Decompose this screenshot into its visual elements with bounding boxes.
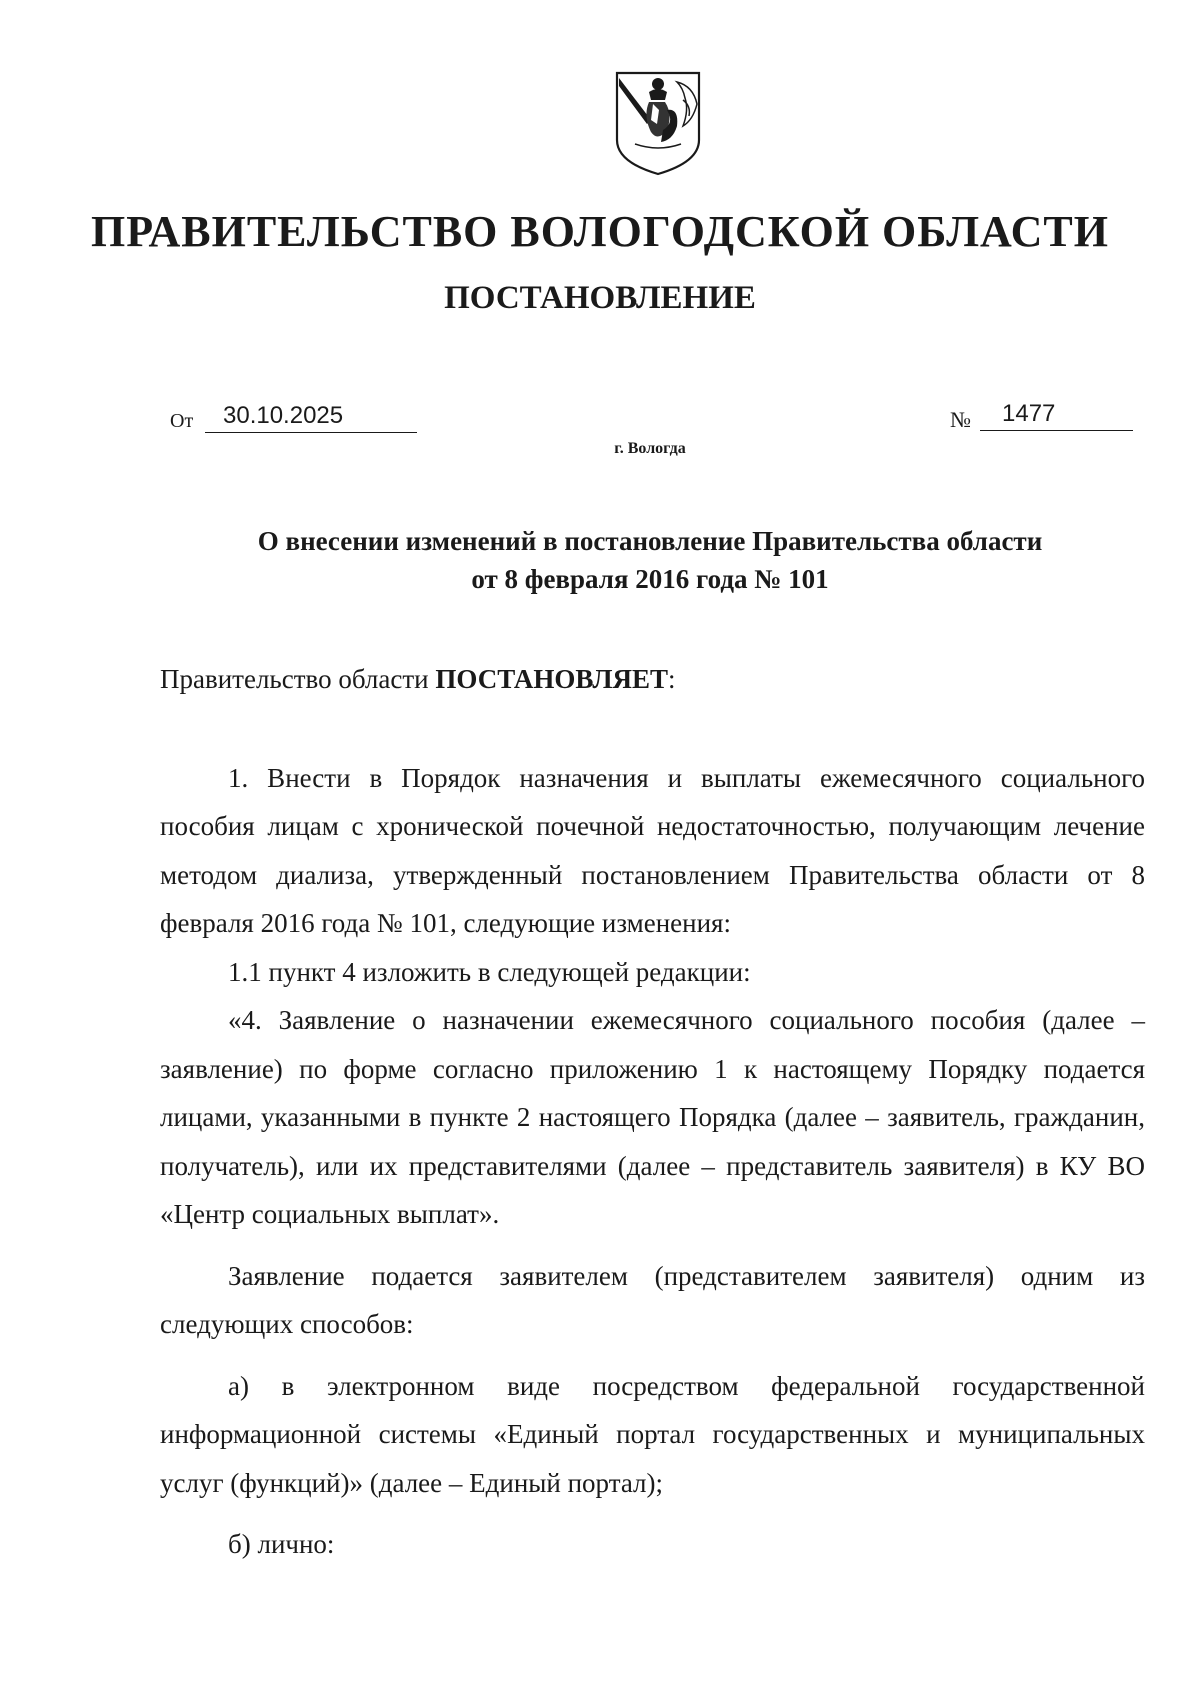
document-body xyxy=(160,655,1145,1569)
city-label: г. Вологда xyxy=(614,440,686,457)
decree-colon: : xyxy=(667,664,676,694)
subject-line-2: от 8 февраля 2016 года № 101 xyxy=(471,564,829,594)
document-date: 30.10.2025 xyxy=(205,400,417,433)
paragraph-1: 1. Внести в Порядок назначения и выплаты ежемесячного социального пособия лицам с хронической почечной недостаточностью, получающим лечение методом диализа, утвержденный постановлением Правительства области от 8 февраля 2016 года № 101, следующие изменения: xyxy=(160,762,1145,938)
organization-title: ПРАВИТЕЛЬСТВО ВОЛОГОДСКОЙ ОБЛАСТИ xyxy=(91,207,1109,256)
paragraph-submission-methods: Заявление подается заявителем (представителем заявителя) одним из следующих способов: xyxy=(160,1260,1145,1339)
decree-word: ПОСТАНОВЛЯЕТ xyxy=(435,664,668,694)
paragraph-method-b: б) лично: xyxy=(228,1529,335,1559)
document-number: 1477 xyxy=(980,398,1133,431)
paragraph-method-a: а) в электронном виде посредством федеральной государственной информационной системы «Единый портал государственных и муниципальных услуг (функций)» (далее – Единый портал); xyxy=(160,1370,1145,1498)
decree-intro: Правительство области xyxy=(160,664,429,694)
date-prefix: От xyxy=(170,410,194,432)
coat-of-arms-emblem xyxy=(613,70,703,178)
paragraph-1-1: 1.1 пункт 4 изложить в следующей редакции: xyxy=(228,956,751,987)
subject-line-1: О внесении изменений в постановление Правительства области xyxy=(257,526,1043,556)
paragraph-clause-4: «4. Заявление о назначении ежемесячного социального пособия (далее – заявление) по форме согласно приложению 1 к настоящему Порядку подается лицами, указанными в пункте 2 настоящего Порядка (далее – заявитель, гражданин, получатель), или их представителями (далее – представитель заявителя) в КУ ВО «Центр социальных выплат». xyxy=(160,1005,1145,1229)
number-prefix: № xyxy=(950,407,971,432)
document-type-heading: ПОСТАНОВЛЕНИЕ xyxy=(444,280,756,316)
decree-statement xyxy=(160,655,1145,704)
document-subject xyxy=(0,522,1200,598)
